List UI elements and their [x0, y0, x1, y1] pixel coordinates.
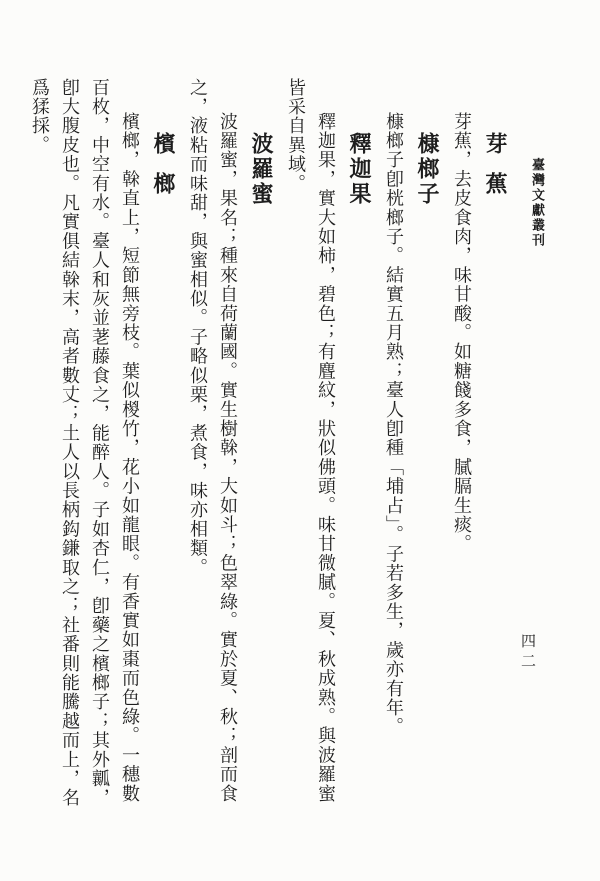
section-heading-5: 檳榔 [150, 132, 176, 212]
text-column: 釋迦果，實大如柿，碧色；有麆紋，狀似佛頭。味甘微膩。夏、秋成熟。與波羅蜜 [315, 112, 336, 804]
text-column: 波羅蜜，果名；種來自荷蘭國。實生樹榦，大如斗；色翠綠。實於夏、秋；剖而食 [217, 112, 238, 804]
text-body [24, 78, 514, 843]
section-heading-4: 波羅蜜 [248, 132, 274, 207]
section-heading-3: 釋迦果 [346, 132, 372, 207]
page-number: 四二 [519, 633, 537, 673]
text-column: 之，液粘而味甜，與蜜相似。子略似栗，煮食，味亦相類。 [187, 78, 208, 578]
margin-strip [516, 0, 548, 881]
section-heading-1: 芽蕉 [482, 132, 508, 212]
text-column: 皆采自異域。 [285, 78, 306, 194]
text-column: 卽大腹皮也。凡實俱結榦末，高者數丈；土人以長柄鈎鎌取之；社番則能騰越而上，名 [59, 78, 80, 808]
text-column: 槺榔子卽桄榔子。結實五月熟；臺人卽種「埔占」。子若多生，歲亦有年。 [383, 112, 404, 737]
section-heading-2: 槺榔子 [414, 132, 440, 207]
text-column: 爲猱採。 [29, 78, 50, 155]
text-column: 百枚，中空有水。臺人和灰並荖藤食之，能醉人。子如杏仁，卽藥之檳榔子；其外瓤， [89, 78, 110, 808]
running-title: 臺灣文獻叢刊 [529, 158, 544, 248]
text-column: 檳榔，榦直上，短節無旁枝。葉似椶竹，花小如龍眼。有香實如棗而色綠。一穗數 [119, 112, 140, 804]
text-column: 芽蕉，去皮食肉，味甘酸。如糖餞多食，膩膈生痰。 [451, 112, 472, 554]
